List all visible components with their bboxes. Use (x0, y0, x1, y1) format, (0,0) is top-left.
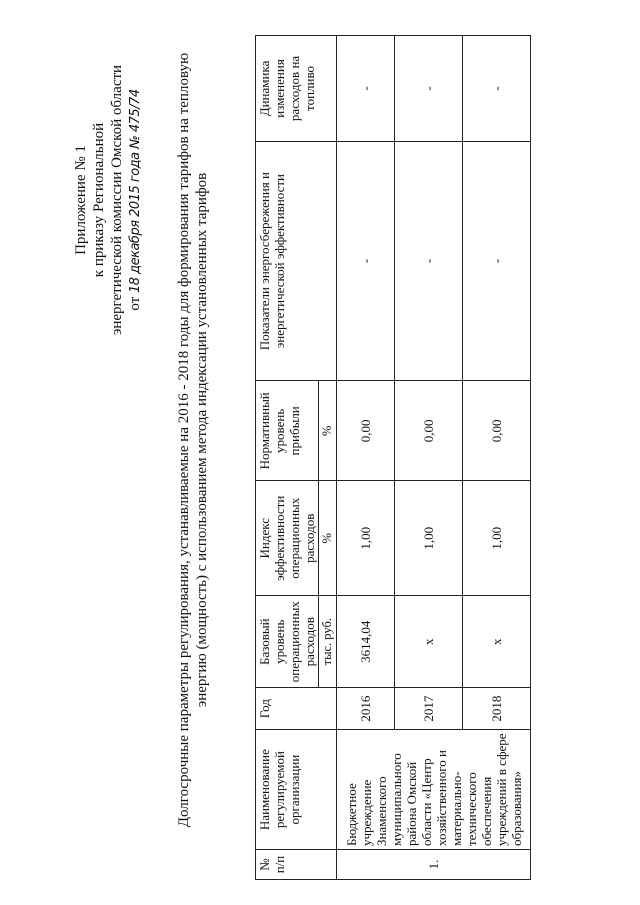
cell-energy: - (463, 141, 531, 380)
document-title (175, 20, 211, 860)
title-line-2: энергию (мощность) с использованием метода индексации установленных тарифов (194, 172, 210, 708)
cell-profit: 0,00 (395, 381, 463, 481)
unit-base: тыс. руб. (319, 596, 337, 688)
rotated-page (20, 20, 620, 880)
cell-base: х (463, 596, 531, 688)
cell-profit: 0,00 (337, 381, 395, 481)
header-index: Индекс эффективности операционных расходов (256, 481, 319, 596)
cell-base: х (395, 596, 463, 688)
cell-base: 3614,04 (337, 596, 395, 688)
appendix-order-ref: к приказу Региональной (91, 122, 107, 278)
header-num: № п/п (256, 850, 337, 880)
title-line-1: Долгосрочные параметры регулирования, устанавливаемые на 2016 - 2018 годы для формирования тарифов на тепловую (176, 52, 192, 828)
unit-profit: % (319, 381, 337, 481)
table-row (337, 36, 395, 880)
header-fuel: Динамика изменения расходов на топливо (256, 36, 337, 142)
appendix-header (72, 50, 145, 350)
cell-profit: 0,00 (463, 381, 531, 481)
organization-name: Бюджетное учреждение Знаменского муниципального района Омской области «Центр хозяйственного и материально-технического обеспечения учреждений в сфере образования» (337, 730, 531, 850)
date-prefix: от (127, 296, 143, 311)
cell-index: 1,00 (463, 481, 531, 596)
cell-fuel: - (337, 36, 395, 142)
appendix-title: Приложение № 1 (73, 145, 89, 255)
header-year: Год (256, 688, 337, 730)
header-profit: Нормативный уровень прибыли (256, 381, 319, 481)
cell-energy: - (337, 141, 395, 380)
cell-year: 2017 (395, 688, 463, 730)
row-number: 1. (337, 850, 531, 880)
cell-fuel: - (395, 36, 463, 142)
unit-index: % (319, 481, 337, 596)
appendix-date-line (126, 50, 145, 350)
appendix-commission: энергетической комиссии Омской области (109, 64, 125, 336)
cell-year: 2016 (337, 688, 395, 730)
header-org: Наименование регулируемой организации (256, 730, 337, 850)
parameters-table (255, 35, 531, 880)
cell-fuel: - (463, 36, 531, 142)
cell-index: 1,00 (337, 481, 395, 596)
table-header-row (256, 36, 319, 880)
cell-index: 1,00 (395, 481, 463, 596)
handwritten-date-number: 18 декабря 2015 года № 475/74 (128, 89, 143, 294)
header-energy: Показатели энергосбережения и энергетической эффективности (256, 141, 337, 380)
cell-year: 2018 (463, 688, 531, 730)
header-base: Базовый уровень операционных расходов (256, 596, 319, 688)
cell-energy: - (395, 141, 463, 380)
